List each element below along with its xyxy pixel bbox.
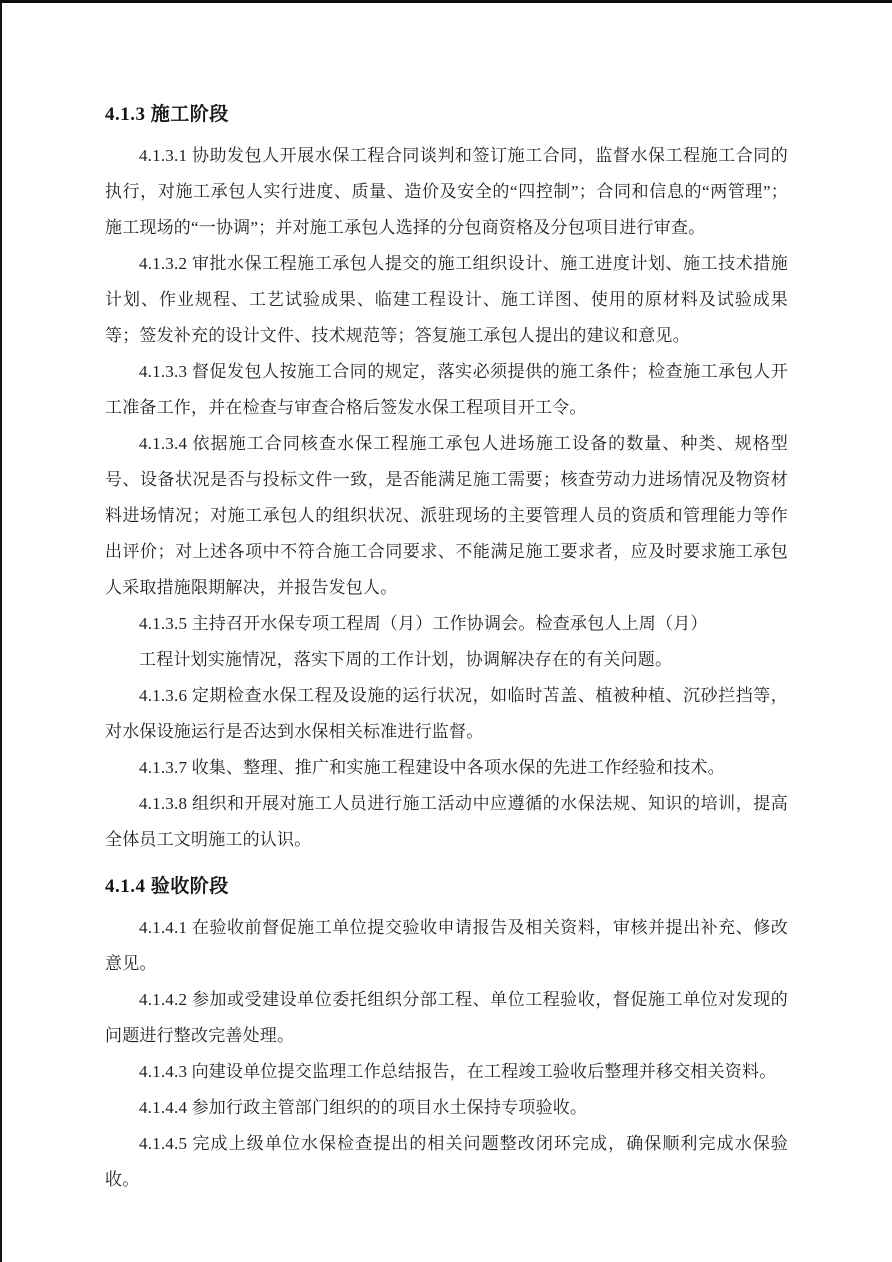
paragraph-4-1-4-5: 4.1.4.5 完成上级单位水保检查提出的相关问题整改闭环完成，确保顺利完成水保验收。 xyxy=(105,1134,788,1189)
paragraph-4-1-3-1: 4.1.3.1 协助发包人开展水保工程合同谈判和签订施工合同，监督水保工程施工合同的执行，对施工承包人实行进度、质量、造价及安全的“四控制”；合同和信息的“两管理”；施工现场的“一协调”；并对施工承包人选择的分包商资格及分包项目进行审查。 xyxy=(105,146,788,237)
paragraph-4-1-3-4: 4.1.3.4 依据施工合同核查水保工程施工承包人进场施工设备的数量、种类、规格型号、设备状况是否与投标文件一致，是否能满足施工需要；核查劳动力进场情况及物资材料进场情况；对施工承包人的组织状况、派驻现场的主要管理人员的资质和管理能力等作出评价；对上述各项中不符合施工合同要求、不能满足施工要求者，应及时要求施工承包人采取措施限期解决，并报告发包人。 xyxy=(105,434,788,597)
section-heading-4-1-4: 4.1.4 验收阶段 xyxy=(105,876,229,897)
paragraph-4-1-3-5-line-2: 工程计划实施情况，落实下周的工作计划，协调解决存在的有关问题。 xyxy=(139,650,673,669)
paragraph-4-1-4-3: 4.1.4.3 向建设单位提交监理工作总结报告，在工程竣工验收后整理并移交相关资料。 xyxy=(139,1062,777,1081)
paragraph-4-1-3-6: 4.1.3.6 定期检查水保工程及设施的运行状况，如临时苫盖、植被种植、沉砂拦挡等，对水保设施运行是否达到水保相关标准进行监督。 xyxy=(105,686,788,741)
paragraph-4-1-3-3: 4.1.3.3 督促发包人按施工合同的规定，落实必须提供的施工条件；检查施工承包人开工准备工作，并在检查与审查合格后签发水保工程项目开工令。 xyxy=(105,362,788,417)
paragraph-4-1-4-1: 4.1.4.1 在验收前督促施工单位提交验收申请报告及相关资料，审核并提出补充、修改意见。 xyxy=(105,918,788,973)
paragraph-4-1-3-2: 4.1.3.2 审批水保工程施工承包人提交的施工组织设计、施工进度计划、施工技术措施计划、作业规程、工艺试验成果、临建工程设计、施工详图、使用的原材料及试验成果等；签发补充的设计文件、技术规范等；答复施工承包人提出的建议和意见。 xyxy=(105,254,788,345)
paragraph-4-1-3-5-line-1: 4.1.3.5 主持召开水保专项工程周（月）工作协调会。检查承包人上周（月） xyxy=(139,614,708,633)
paragraph-4-1-4-4: 4.1.4.4 参加行政主管部门组织的的项目水土保持专项验收。 xyxy=(139,1098,588,1117)
paragraph-4-1-4-2: 4.1.4.2 参加或受建设单位委托组织分部工程、单位工程验收，督促施工单位对发现的问题进行整改完善处理。 xyxy=(105,990,788,1045)
paragraph-4-1-3-8: 4.1.3.8 组织和开展对施工人员进行施工活动中应遵循的水保法规、知识的培训，提高全体员工文明施工的认识。 xyxy=(105,794,788,849)
paragraph-4-1-3-7: 4.1.3.7 收集、整理、推广和实施工程建设中各项水保的先进工作经验和技术。 xyxy=(139,758,725,777)
section-heading-4-1-3: 4.1.3 施工阶段 xyxy=(105,104,229,125)
